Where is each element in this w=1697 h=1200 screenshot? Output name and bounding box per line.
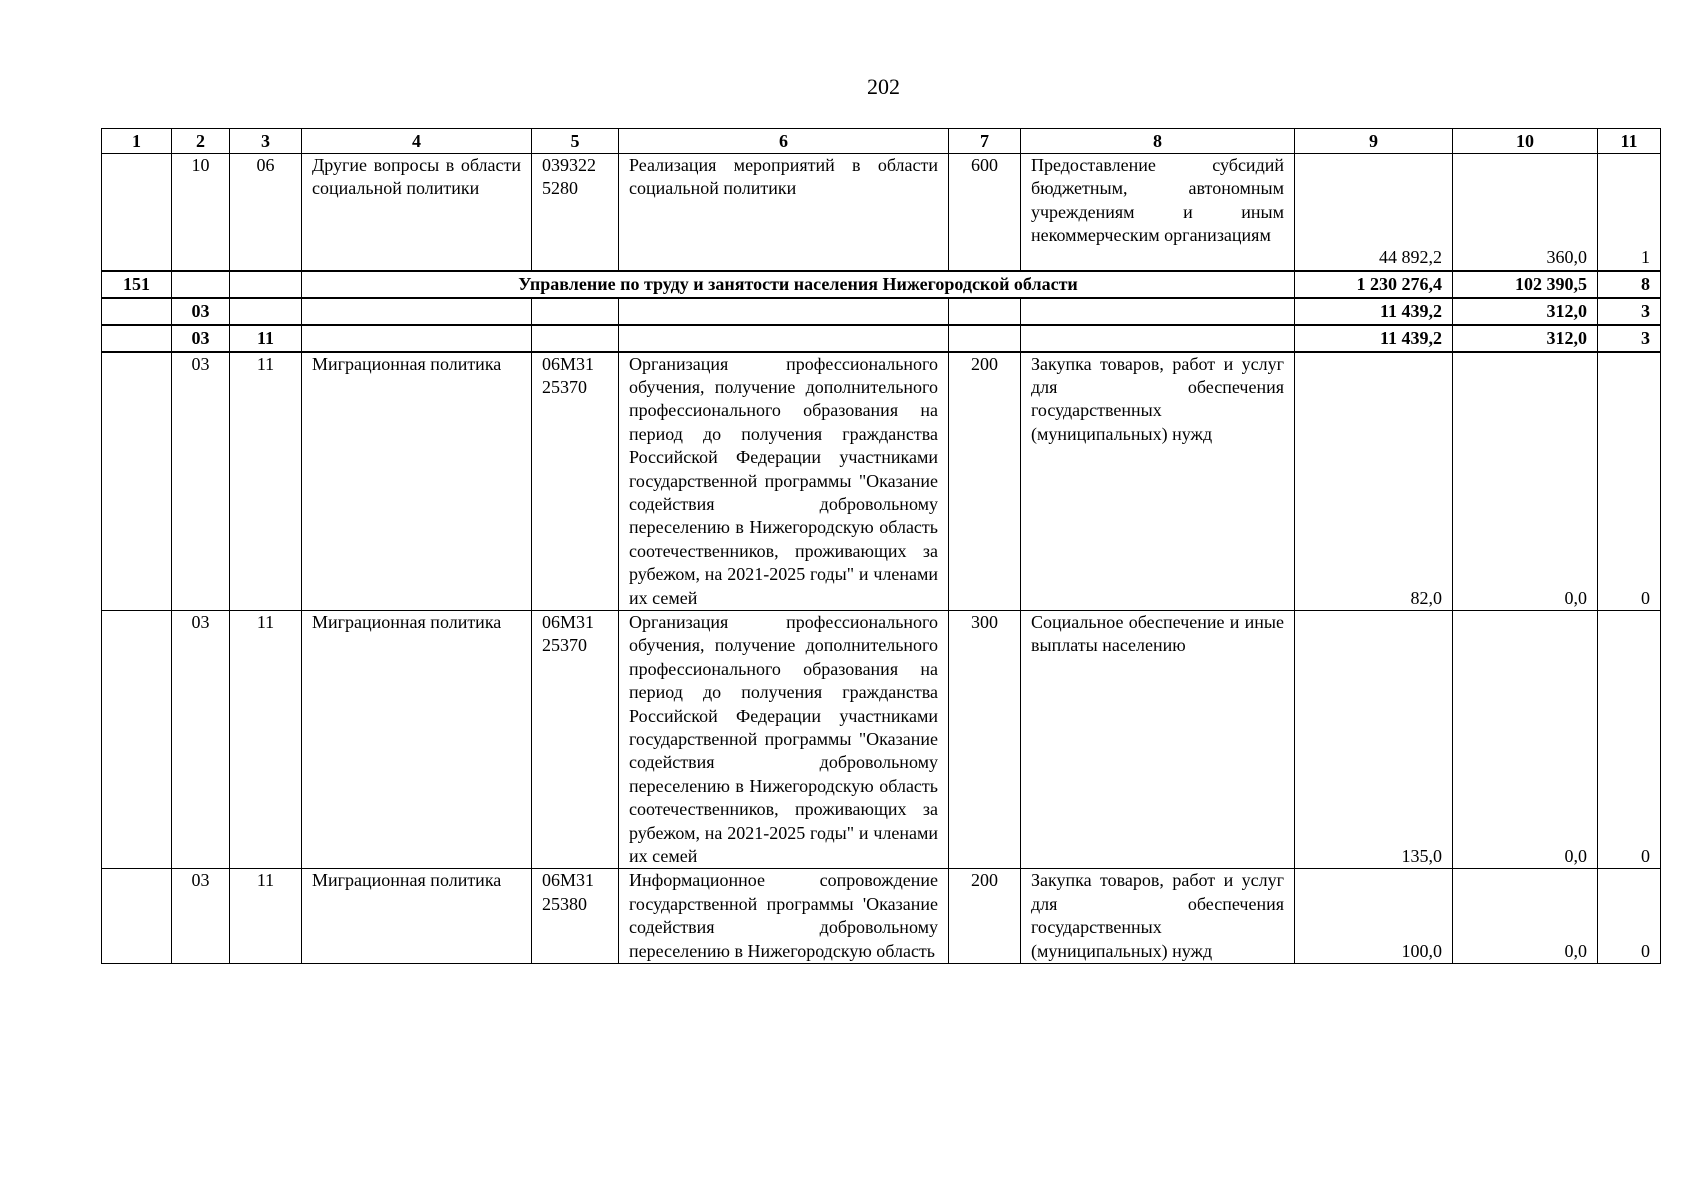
cell-empty <box>102 298 172 325</box>
cell-target-name: Реализация мероприятий в области социальной политики <box>619 154 949 271</box>
cell-subsection: 11 <box>230 869 302 964</box>
cell-section: 03 <box>172 352 230 611</box>
budget-table <box>101 128 1661 964</box>
cell-section: 03 <box>172 869 230 964</box>
cell-amount-2: 360,0 <box>1453 154 1598 271</box>
cell-expense-name: Социальное обеспечение и иные выплаты населению <box>1021 610 1295 868</box>
cell-target-name: Организация профессионального обучения, получение дополнительного профессионального образования на период до получения гражданства Российской Федерации участниками государственной программы "Оказание содействия добровольному переселению в Нижегородскую область соотечественников, проживающих за рубежом, на 2021-2025 годы" и членами их семей <box>619 610 949 868</box>
cell-amount: 135,0 <box>1295 610 1453 868</box>
cell-empty <box>1021 325 1295 352</box>
cell-target-code: 039322 5280 <box>532 154 619 271</box>
cell-amount-3: 3 <box>1598 325 1661 352</box>
cell-subsection-name: Миграционная политика <box>302 352 532 611</box>
header-cell: 3 <box>230 129 302 154</box>
cell-expense-code: 200 <box>949 869 1021 964</box>
header-cell: 9 <box>1295 129 1453 154</box>
cell-empty <box>172 271 230 298</box>
cell-empty <box>949 298 1021 325</box>
cell-col1 <box>102 154 172 271</box>
table-row <box>102 352 1661 611</box>
cell-amount-3: 3 <box>1598 298 1661 325</box>
cell-target-code: 06М31 25370 <box>532 352 619 611</box>
cell-amount: 11 439,2 <box>1295 325 1453 352</box>
cell-empty <box>619 298 949 325</box>
cell-empty <box>230 271 302 298</box>
cell-empty <box>1021 298 1295 325</box>
cell-section: 03 <box>172 298 230 325</box>
page-number: 202 <box>867 74 900 99</box>
table-row <box>102 154 1661 271</box>
header-cell: 6 <box>619 129 949 154</box>
header-cell: 8 <box>1021 129 1295 154</box>
cell-target-name: Организация профессионального обучения, получение дополнительного профессионального образования на период до получения гражданства Российской Федерации участниками государственной программы "Оказание содействия добровольному переселению в Нижегородскую область соотечественников, проживающих за рубежом, на 2021-2025 годы" и членами их семей <box>619 352 949 611</box>
cell-expense-code: 600 <box>949 154 1021 271</box>
cell-agency-code: 151 <box>102 271 172 298</box>
subsection-row <box>102 325 1661 352</box>
header-cell: 11 <box>1598 129 1661 154</box>
header-cell: 10 <box>1453 129 1598 154</box>
cell-empty <box>302 298 532 325</box>
cell-empty <box>532 325 619 352</box>
cell-empty <box>230 298 302 325</box>
cell-subsection: 06 <box>230 154 302 271</box>
agency-row <box>102 271 1661 298</box>
cell-target-code: 06М31 25380 <box>532 869 619 964</box>
cell-amount-2: 312,0 <box>1453 325 1598 352</box>
cell-subsection: 11 <box>230 325 302 352</box>
table-row <box>102 610 1661 868</box>
cell-amount-2: 312,0 <box>1453 298 1598 325</box>
cell-amount: 1 230 276,4 <box>1295 271 1453 298</box>
cell-amount: 44 892,2 <box>1295 154 1453 271</box>
cell-expense-code: 300 <box>949 610 1021 868</box>
cell-amount-2: 102 390,5 <box>1453 271 1598 298</box>
header-row <box>102 129 1661 154</box>
cell-expense-name: Закупка товаров, работ и услуг для обеспечения государственных (муниципальных) нужд <box>1021 352 1295 611</box>
cell-empty <box>619 325 949 352</box>
cell-section: 03 <box>172 325 230 352</box>
header-cell: 5 <box>532 129 619 154</box>
cell-col1 <box>102 610 172 868</box>
header-cell: 2 <box>172 129 230 154</box>
cell-empty <box>532 298 619 325</box>
cell-subsection-name: Другие вопросы в области социальной политики <box>302 154 532 271</box>
cell-expense-code: 200 <box>949 352 1021 611</box>
cell-section: 10 <box>172 154 230 271</box>
cell-amount: 82,0 <box>1295 352 1453 611</box>
cell-empty <box>102 325 172 352</box>
cell-amount-2: 0,0 <box>1453 352 1598 611</box>
cell-amount-3: 1 <box>1598 154 1661 271</box>
table-row <box>102 869 1661 964</box>
cell-subsection-name: Миграционная политика <box>302 610 532 868</box>
cell-target-name: Информационное сопровождение государственной программы 'Оказание содействия добровольному переселению в Нижегородскую область <box>619 869 949 964</box>
cell-agency-title: Управление по труду и занятости населения Нижегородской области <box>302 271 1295 298</box>
cell-col1 <box>102 352 172 611</box>
cell-empty <box>302 325 532 352</box>
cell-section: 03 <box>172 610 230 868</box>
cell-expense-name: Предоставление субсидий бюджетным, автономным учреждениям и иным некоммерческим организациям <box>1021 154 1295 271</box>
cell-subsection: 11 <box>230 352 302 611</box>
cell-subsection-name: Миграционная политика <box>302 869 532 964</box>
header-cell: 4 <box>302 129 532 154</box>
cell-amount-2: 0,0 <box>1453 869 1598 964</box>
cell-expense-name: Закупка товаров, работ и услуг для обеспечения государственных (муниципальных) нужд <box>1021 869 1295 964</box>
cell-subsection: 11 <box>230 610 302 868</box>
cell-empty <box>949 325 1021 352</box>
cell-amount: 100,0 <box>1295 869 1453 964</box>
cell-amount-3: 0 <box>1598 352 1661 611</box>
cell-amount: 11 439,2 <box>1295 298 1453 325</box>
cell-amount-3: 0 <box>1598 610 1661 868</box>
cell-amount-2: 0,0 <box>1453 610 1598 868</box>
cell-amount-3: 0 <box>1598 869 1661 964</box>
cell-col1 <box>102 869 172 964</box>
header-cell: 1 <box>102 129 172 154</box>
header-cell: 7 <box>949 129 1021 154</box>
section-row <box>102 298 1661 325</box>
cell-target-code: 06М31 25370 <box>532 610 619 868</box>
cell-amount-3: 8 <box>1598 271 1661 298</box>
